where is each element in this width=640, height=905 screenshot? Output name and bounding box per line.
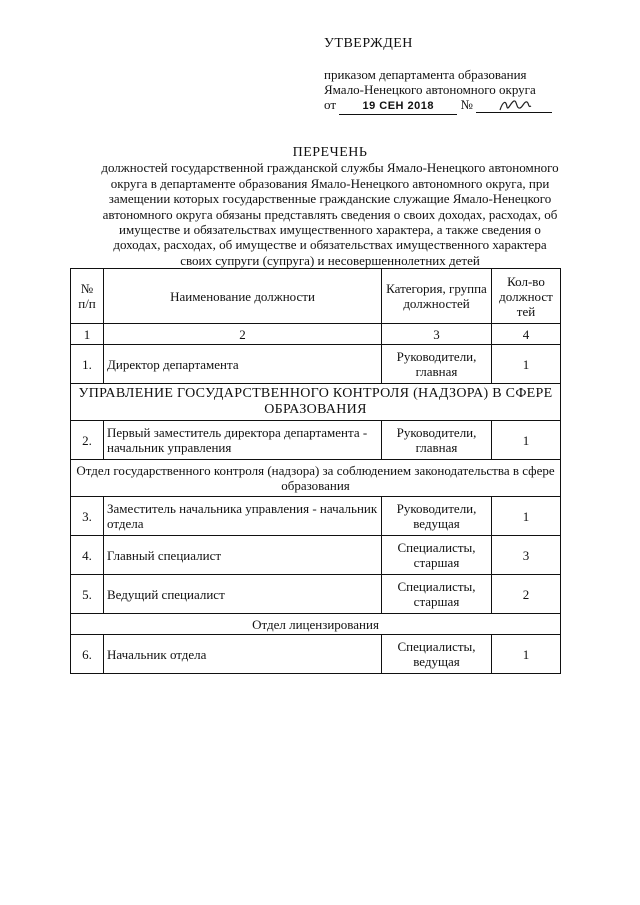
row-count: 1 — [492, 345, 561, 384]
row-num: 3. — [71, 497, 104, 536]
row-name: Директор департамента — [104, 345, 382, 384]
date-prefix: от — [324, 97, 337, 112]
row-category: Руководители, главная — [382, 421, 492, 460]
row-name: Главный специалист — [104, 536, 382, 575]
header-name: Наименование должности — [104, 269, 382, 324]
row-num: 4. — [71, 536, 104, 575]
number-prefix: № — [460, 97, 473, 112]
row-num: 1. — [71, 345, 104, 384]
title-line: должностей государственной гражданской службы Ямало-Ненецкого автономного — [101, 160, 559, 176]
table-row — [71, 536, 561, 575]
title-line: округа в департаменте образования Ямало-Ненецкого автономного округа, при — [110, 175, 550, 191]
column-number: 4 — [492, 324, 561, 345]
row-name: Первый заместитель директора департамента - начальник управления — [104, 421, 382, 460]
row-count: 3 — [492, 536, 561, 575]
row-count: 1 — [492, 635, 561, 674]
row-num: 2. — [71, 421, 104, 460]
row-count: 1 — [492, 421, 561, 460]
approval-date: 19 СЕН 2018 — [339, 99, 457, 115]
title-heading: ПЕРЕЧЕНЬ — [292, 145, 368, 160]
table-row — [71, 345, 561, 384]
table-header-row — [71, 269, 561, 324]
row-num: 6. — [71, 635, 104, 674]
approval-date-line — [324, 97, 624, 115]
column-number: 1 — [71, 324, 104, 345]
subsection-title: Отдел государственного контроля (надзора) за соблюдением законодательства в сфере образования — [71, 460, 561, 497]
table-row — [71, 497, 561, 536]
section-row — [71, 384, 561, 421]
approval-block — [324, 36, 624, 115]
column-numbers-row — [71, 324, 561, 345]
approval-line-2: Ямало-Ненецкого автономного округа — [324, 82, 536, 97]
row-category: Специалисты, старшая — [382, 536, 492, 575]
table-row — [71, 421, 561, 460]
order-number-field — [476, 97, 552, 113]
title-line: имуществе и обязательствах имущественного характера, а также сведения о — [119, 222, 541, 238]
table-row — [71, 635, 561, 674]
subsection-row — [71, 460, 561, 497]
column-number: 3 — [382, 324, 492, 345]
title-line: доходах, расходах, об имуществе и обязательствах имущественного характера — [113, 237, 547, 253]
row-count: 1 — [492, 497, 561, 536]
row-count: 2 — [492, 575, 561, 614]
row-category: Руководители, главная — [382, 345, 492, 384]
title-line: замещении которых государственные гражданские служащие Ямало-Ненецкого — [108, 191, 552, 207]
table-row — [71, 575, 561, 614]
positions-table — [70, 268, 561, 674]
title-line: своих супруги (супруга) и несовершеннолетних детей — [180, 252, 480, 268]
row-category: Специалисты, старшая — [382, 575, 492, 614]
title-line: автономного округа обязаны представлять сведения о своих доходах, расходах, об — [102, 206, 558, 222]
column-number: 2 — [104, 324, 382, 345]
row-category: Специалисты, ведущая — [382, 635, 492, 674]
header-num: № п/п — [71, 269, 104, 324]
document-title — [70, 145, 590, 268]
row-name: Ведущий специалист — [104, 575, 382, 614]
approval-heading: УТВЕРЖДЕН — [324, 36, 413, 51]
header-count: Кол-во должност тей — [492, 269, 561, 324]
section-title: УПРАВЛЕНИЕ ГОСУДАРСТВЕННОГО КОНТРОЛЯ (НАДЗОРА) В СФЕРЕ ОБРАЗОВАНИЯ — [71, 384, 561, 421]
header-category: Категория, группа должностей — [382, 269, 492, 324]
subsection-title: Отдел лицензирования — [71, 614, 561, 635]
row-name: Заместитель начальника управления - начальник отдела — [104, 497, 382, 536]
handwritten-number-icon — [494, 98, 534, 112]
row-category: Руководители, ведущая — [382, 497, 492, 536]
row-num: 5. — [71, 575, 104, 614]
approval-line-1: приказом департамента образования — [324, 67, 527, 82]
row-name: Начальник отдела — [104, 635, 382, 674]
subsection-row — [71, 614, 561, 635]
